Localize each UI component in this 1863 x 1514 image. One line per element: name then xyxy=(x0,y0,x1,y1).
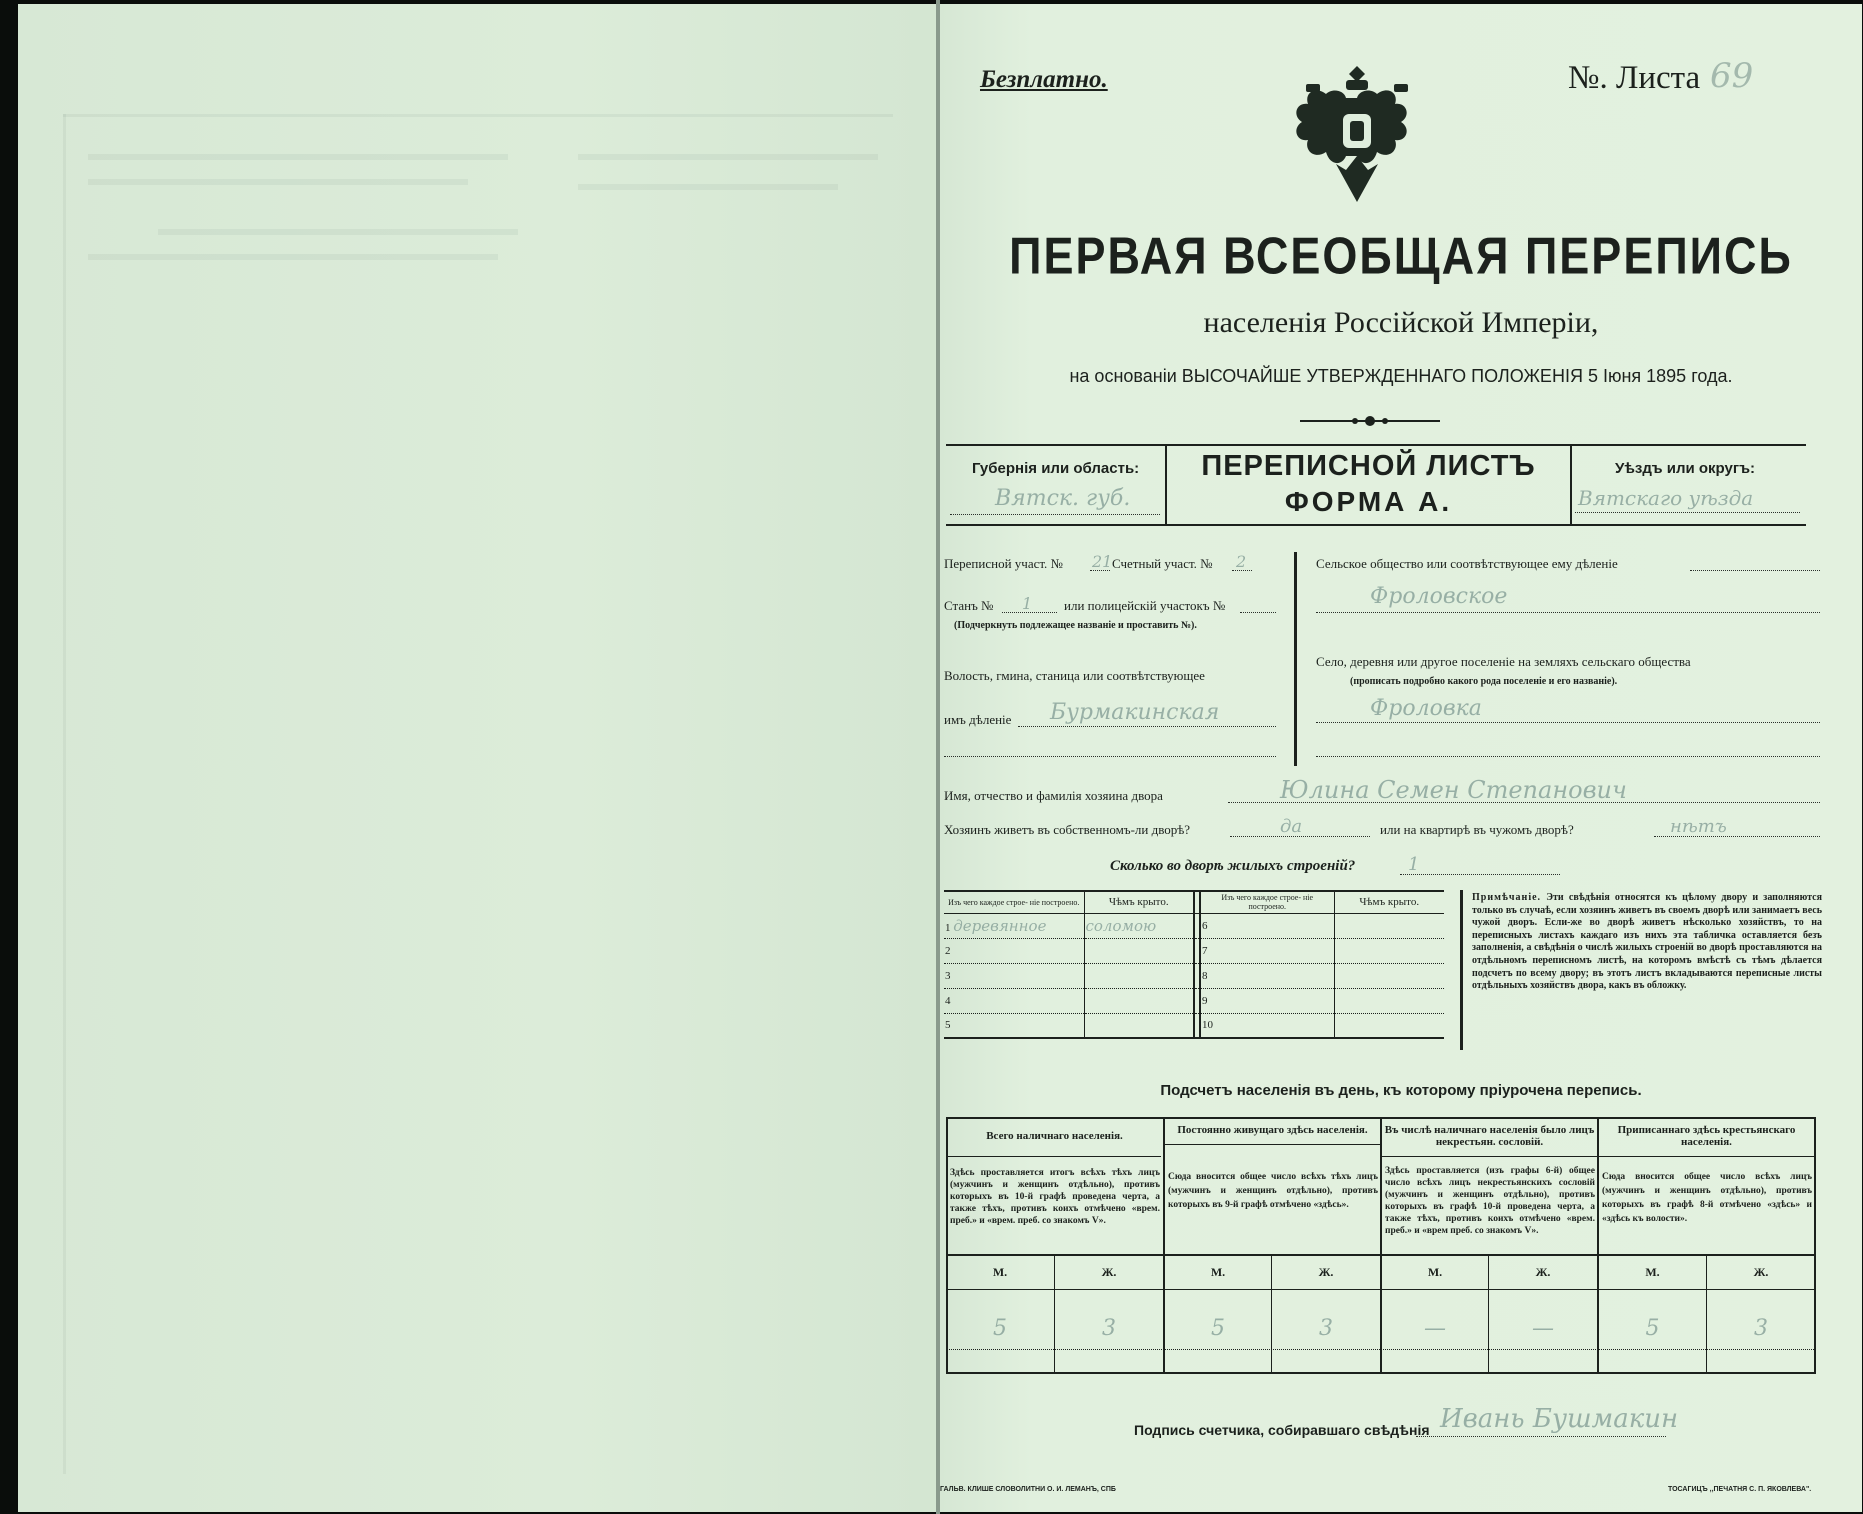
footer-right: ТОСАГИЦЪ ,,ПЕЧАТНЯ С. П. ЯКОВЛЕВА". xyxy=(1668,1486,1812,1493)
form-subtitle: ФОРМА А. xyxy=(1284,486,1453,517)
village-line xyxy=(1316,722,1820,723)
census-section-label: Переписной участ. № xyxy=(944,556,1063,571)
village-label: Село, деревня или другое поселеніе на земляхъ сельскаго общества xyxy=(1316,654,1691,669)
row-number: 2 xyxy=(944,938,1084,963)
group-header: Въ числѣ наличнаго населенія было лицъ некрестьян. сословій. xyxy=(1382,1124,1597,1157)
roof-value: соломою xyxy=(1085,916,1157,935)
own-yard-label: Хозяинъ живетъ въ собственномъ-ли дворѣ? xyxy=(944,822,1191,837)
note-divider xyxy=(1460,890,1463,1050)
count-section-label: Счетный участ. № xyxy=(1112,556,1213,571)
col-material-header-2: Изъ чего каждое строе- ніе построено. xyxy=(1200,891,1334,913)
sheet-number-label: №. Листа xyxy=(1568,60,1701,96)
f-label: Ж. xyxy=(1753,1265,1769,1279)
column-divider xyxy=(1294,552,1297,766)
group-header: Приписаннаго здѣсь крестьянскаго населенія. xyxy=(1599,1124,1814,1157)
left-blank-page xyxy=(18,4,936,1512)
row-number: 6 xyxy=(1200,913,1334,938)
society-value: Фроловское xyxy=(1370,584,1508,609)
legal-basis-line: на основаніи ВЫСОЧАЙШЕ УТВЕРЖДЕННАГО ПОЛОЖЕНІЯ 5 Іюня 1895 года. xyxy=(1069,366,1733,386)
buildings-line xyxy=(1400,874,1560,875)
stan-value: 1 xyxy=(1022,594,1033,613)
village-note: (прописать подробно какого рода поселеніе и его названіе). xyxy=(1350,676,1618,687)
total-male-value: 5 xyxy=(993,1316,1007,1341)
note-label: Примѣчаніе. xyxy=(1472,892,1542,903)
signature-line xyxy=(1416,1436,1666,1437)
volost-label-2: имъ дѣленіе xyxy=(944,712,1012,727)
row-number: 10 xyxy=(1200,1013,1334,1038)
volost-line-2 xyxy=(944,756,1276,757)
signature-label: Подпись счетчика, собиравшаго свѣдѣнія xyxy=(1134,1422,1430,1438)
society-label: Сельское общество или соотвѣтствующее ему дѣленіе xyxy=(1316,556,1618,571)
police-line xyxy=(1240,612,1276,613)
buildings-table xyxy=(944,890,1444,1039)
group-description: Сюда вносится общее число всѣхъ лицъ (мужчинъ и женщинъ отдѣльно), противъ которыхъ въ графѣ 8-й отмѣчено «здѣсь» и «здѣсь къ волости». xyxy=(1602,1172,1812,1224)
f-label: Ж. xyxy=(1535,1265,1551,1279)
table-row xyxy=(944,963,1444,988)
rent-label: или на квартирѣ въ чужомъ дворѣ? xyxy=(1380,822,1574,837)
count-section-value: 2 xyxy=(1236,552,1247,571)
bleed-through-text xyxy=(578,184,838,190)
registered-female-value: 3 xyxy=(1754,1316,1768,1341)
col-material-header: Изъ чего каждое строе- ніе построено. xyxy=(944,891,1084,913)
uezd-line xyxy=(1575,512,1800,513)
col-roof-header-2: Чѣмъ крыто. xyxy=(1359,896,1420,909)
census-form-page xyxy=(940,4,1862,1512)
bleed-through-text xyxy=(88,254,498,260)
group-description: Сюда вносится общее число всѣхъ тѣхъ лицъ (мужчинъ и женщинъ отдѣльно), противъ которыхъ въ 9-й графѣ отмѣчено «здѣсь». xyxy=(1168,1172,1378,1210)
row-number: 4 xyxy=(944,988,1084,1013)
row-number: 8 xyxy=(1200,963,1334,988)
footer-left: ГАЛЬВ. КЛИШЕ СЛОВОЛИТНИ О. И. ЛЕМАНЪ, СПБ xyxy=(940,1486,1116,1493)
bleed-through-line xyxy=(63,114,66,1474)
stan-label: Станъ № xyxy=(944,598,994,613)
table-row xyxy=(944,938,1444,963)
row-number: 5 xyxy=(944,1013,1084,1038)
volost-line xyxy=(1018,726,1276,727)
registered-male-value: 5 xyxy=(1645,1316,1660,1341)
subtitle: населенія Россійской Имперіи, xyxy=(1203,306,1599,339)
bleed-through-text xyxy=(88,154,508,160)
underline-note: (Подчеркнуть подлежащее названіе и проставить №). xyxy=(954,620,1197,631)
buildings-value: 1 xyxy=(1408,854,1420,875)
uezd-label: Уѣздъ или округъ: xyxy=(1615,460,1756,477)
f-label: Ж. xyxy=(1101,1265,1117,1279)
group-header: Всего наличнаго населенія. xyxy=(948,1130,1161,1157)
owner-value: Юлина Семен Степанович xyxy=(1280,776,1627,804)
resident-male-value: 5 xyxy=(1211,1316,1225,1341)
gubernia-label: Губернія или область: xyxy=(972,460,1140,477)
village-value: Фроловка xyxy=(1370,696,1482,721)
note-text: Эти свѣдѣнія относятся къ цѣлому двору и заполняются только въ случаѣ, если хозяинъ живетъ въ своемъ дворѣ или занимаетъ весь чужой дворъ. Если-же во дворѣ живетъ нѣсколько хозяйствъ, то на переписныхъ листахъ каждаго изъ нихъ эта табличка оставляется безъ заполненія, а свѣдѣнія о числѣ жилыхъ строеній во дворѣ проставляются на отдѣльномъ переписномъ листѣ, на которомъ вмѣстѣ съ тѣмъ дѣлается подсчетъ по всему двору; въ этотъ листъ вкладываются переписные листы отдѣльныхъ хозяйствъ двора, какъ въ обложку. xyxy=(1472,892,1822,992)
volost-label: Волость, гмина, станица или соотвѣтствующее xyxy=(944,668,1205,683)
buildings-label: Сколько во дворѣ жилыхъ строеній? xyxy=(1110,858,1356,874)
row-number: 9 xyxy=(1200,988,1334,1013)
volost-value: Бурмакинская xyxy=(1050,700,1220,725)
signature-value: Ивань Бушмакин xyxy=(1440,1404,1679,1434)
free-label: Безплатно. xyxy=(980,66,1108,93)
m-label: М. xyxy=(1427,1265,1443,1279)
row-number: 3 xyxy=(944,963,1084,988)
bleed-through-text xyxy=(158,229,518,235)
bleed-through-text xyxy=(578,154,878,160)
imperial-eagle-emblem xyxy=(1296,64,1418,204)
resident-female-value: 3 xyxy=(1319,1316,1333,1341)
table-row xyxy=(944,988,1444,1013)
sheet-number-value: 69 xyxy=(1710,56,1754,96)
row-number: 7 xyxy=(1200,938,1334,963)
society-line xyxy=(1690,570,1820,571)
society-line-2 xyxy=(1316,612,1820,613)
bleed-through-text xyxy=(88,179,468,185)
total-female-value: 3 xyxy=(1102,1316,1116,1341)
village-line-2 xyxy=(1316,756,1820,757)
form-title: ПЕРЕПИСНОЙ ЛИСТЪ xyxy=(1201,450,1536,482)
group-header: Постоянно живущаго здѣсь населенія. xyxy=(1165,1124,1380,1145)
uezd-value: Вятскаго уѣзда xyxy=(1578,486,1754,510)
table-row xyxy=(944,1013,1444,1038)
main-title: ПЕРВАЯ ВСЕОБЩАЯ ПЕРЕПИСЬ xyxy=(1009,226,1793,285)
m-label: М. xyxy=(992,1265,1008,1279)
m-label: М. xyxy=(1645,1265,1660,1279)
note-block xyxy=(1472,892,1822,993)
own-yard-value: да xyxy=(1280,816,1303,837)
gubernia-line xyxy=(950,514,1160,515)
table-row xyxy=(944,913,1444,938)
gubernia-value: Вятск. губ. xyxy=(995,486,1131,511)
non-peasant-male-value: — xyxy=(1424,1316,1446,1341)
police-label: или полицейскій участокъ № xyxy=(1064,598,1226,613)
ornament-divider xyxy=(1300,414,1440,428)
census-section-value: 21 xyxy=(1092,552,1113,571)
col-roof-header: Чѣмъ крыто. xyxy=(1108,896,1169,909)
rent-value: нѣтъ xyxy=(1670,816,1727,837)
bleed-through-line xyxy=(63,114,893,117)
material-value: деревянное xyxy=(953,916,1047,935)
m-label: М. xyxy=(1210,1265,1226,1279)
owner-label: Имя, отчество и фамилія хозяина двора xyxy=(944,788,1163,803)
group-description: Здѣсь проставляется (изъ графы 6-й) общее число всѣхъ лицъ некрестьянскихъ сословій (мужчинъ и женщинъ отдѣльно), противъ которыхъ въ графѣ 10-й проведена черта, а также тѣхъ, противъ коихъ отмѣчено «врем. преб.» и «врем преб. со знакомъ V». xyxy=(1385,1166,1595,1236)
box-divider xyxy=(1570,444,1572,524)
row-number: 1 xyxy=(945,921,951,934)
count-title: Подсчетъ населенія въ день, къ которому пріурочена перепись. xyxy=(1160,1082,1642,1099)
non-peasant-female-value: — xyxy=(1532,1316,1554,1341)
f-label: Ж. xyxy=(1318,1265,1334,1279)
group-description: Здѣсь проставляется итогъ всѣхъ тѣхъ лицъ (мужчинъ и женщинъ отдѣльно), противъ которыхъ въ 10-й графѣ проведена черта, а также тѣхъ, противъ коихъ отмѣчено «врем. преб.» и «врем. преб. со знакомъ V». xyxy=(950,1168,1160,1226)
